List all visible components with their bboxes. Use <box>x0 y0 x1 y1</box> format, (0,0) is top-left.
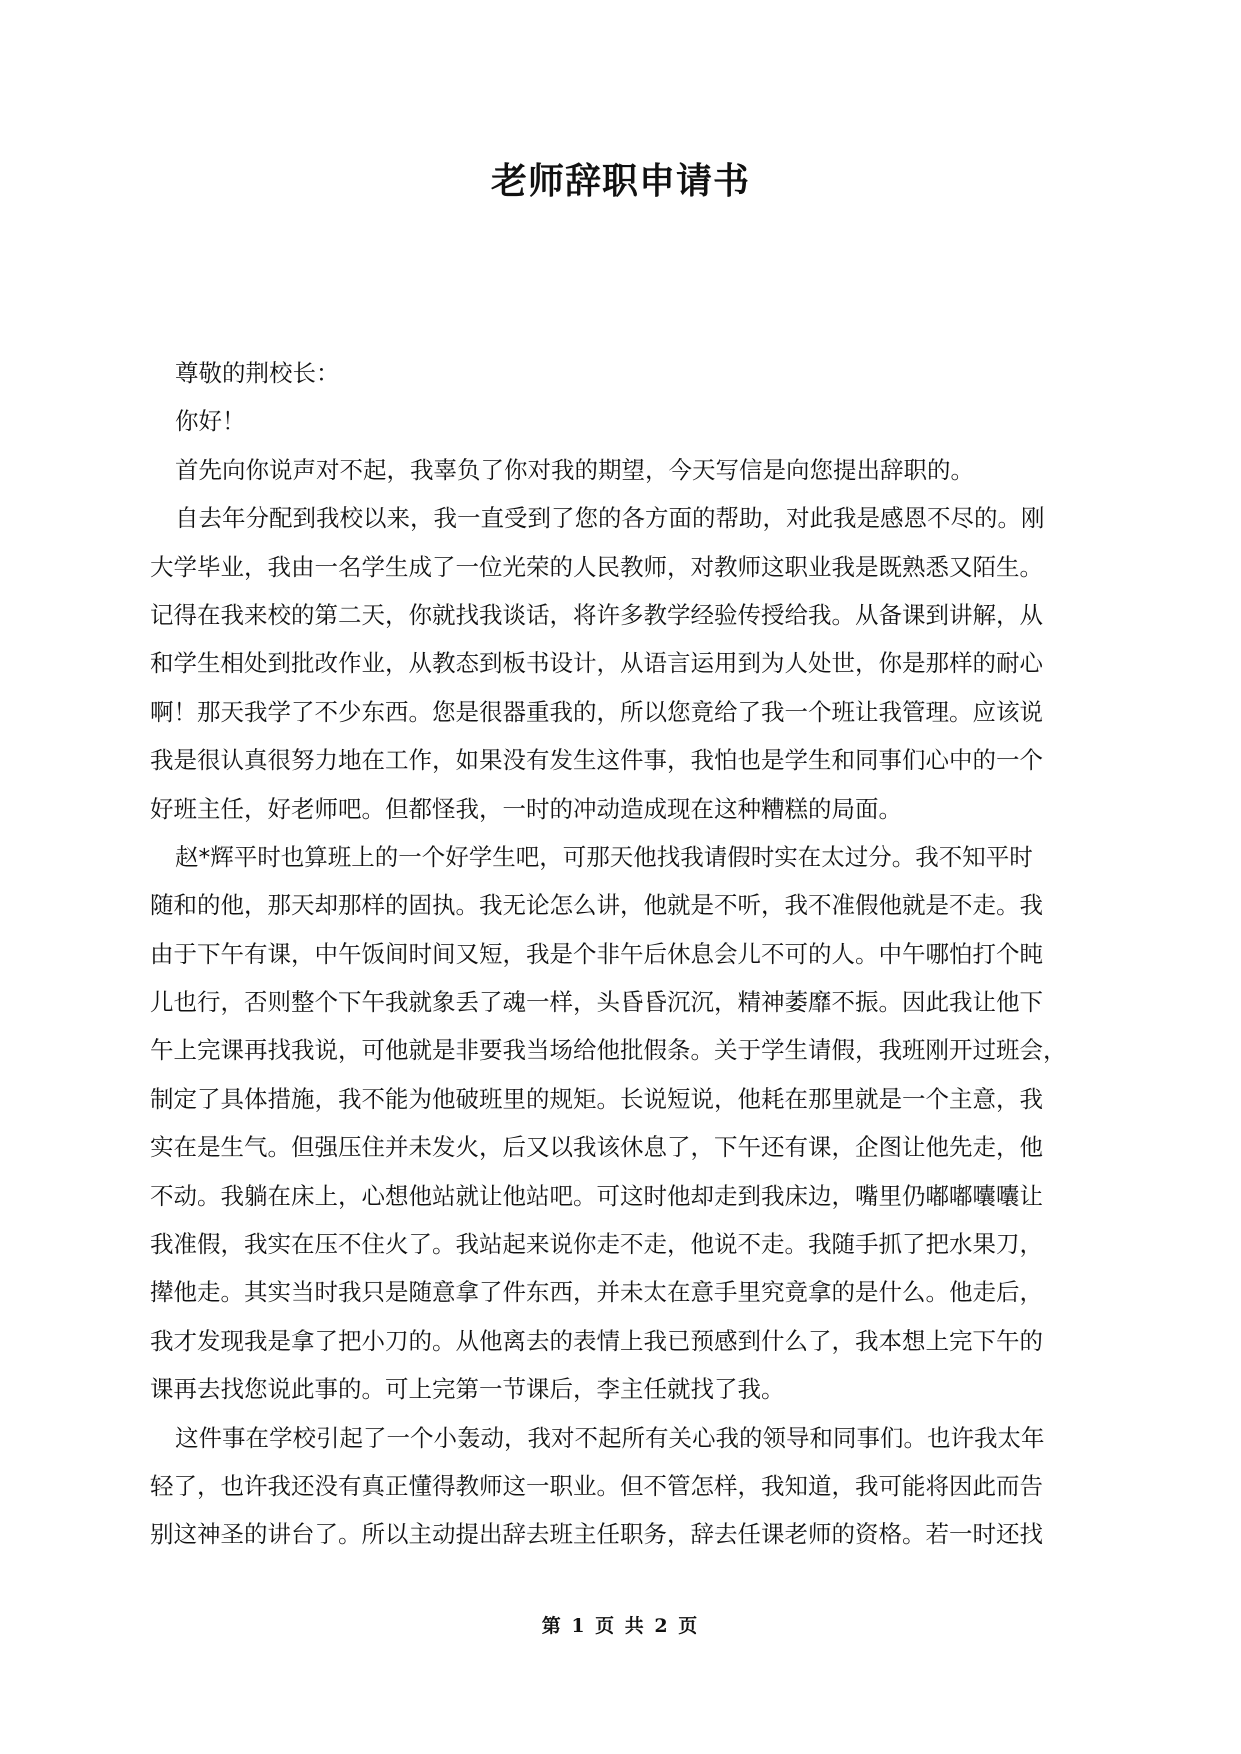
body-line: 我才发现我是拿了把小刀的。从他离去的表情上我已预感到什么了，我本想上完下午的 <box>150 1326 1043 1355</box>
body-line: 和学生相处到批改作业，从教态到板书设计，从语言运用到为人处世，你是那样的耐心 <box>150 649 1043 678</box>
page-footer: 第 1 页 共 2 页 <box>541 1615 700 1637</box>
body-line: 大学毕业，我由一名学生成了一位光荣的人民教师，对教师这职业我是既熟悉又陌生。 <box>150 552 1043 581</box>
body-line: 啊！那天我学了不少东西。您是很器重我的，所以您竟给了我一个班让我管理。应该说 <box>150 697 1043 726</box>
body-line: 自去年分配到我校以来，我一直受到了您的各方面的帮助，对此我是感恩不尽的。刚 <box>175 504 1045 533</box>
document-title: 老师辞职申请书 <box>490 161 750 202</box>
body-line: 别这神圣的讲台了。所以主动提出辞去班主任职务，辞去任课老师的资格。若一时还找 <box>150 1520 1043 1549</box>
body-line: 记得在我来校的第二天，你就找我谈话，将许多教学经验传授给我。从备课到讲解，从 <box>150 600 1043 629</box>
body-line: 我是很认真很努力地在工作，如果没有发生这件事，我怕也是学生和同事们心中的一个 <box>150 746 1043 775</box>
body-line: 我准假，我实在压不住火了。我站起来说你走不走，他说不走。我随手抓了把水果刀， <box>150 1230 1043 1259</box>
body-line: 首先向你说声对不起，我辜负了你对我的期望，今天写信是向您提出辞职的。 <box>175 455 974 484</box>
body-line: 你好！ <box>175 407 246 436</box>
letter-body <box>150 349 1096 1559</box>
body-line: 午上完课再找我说，可他就是非要我当场给他批假条。关于学生请假，我班刚开过班会， <box>150 1036 1067 1065</box>
body-line: 由于下午有课，中午饭间时间又短，我是个非午后休息会儿不可的人。中午哪怕打个盹 <box>150 939 1043 968</box>
body-line: 儿也行，否则整个下午我就象丢了魂一样，头昏昏沉沉，精神萎靡不振。因此我让他下 <box>150 988 1043 1017</box>
body-line: 轻了，也许我还没有真正懂得教师这一职业。但不管怎样，我知道，我可能将因此而告 <box>150 1471 1043 1500</box>
body-line: 不动。我躺在床上，心想他站就让他站吧。可这时他却走到我床边，嘴里仍嘟嘟囔囔让 <box>150 1181 1043 1210</box>
body-line: 课再去找您说此事的。可上完第一节课后，李主任就找了我。 <box>150 1375 785 1404</box>
body-line: 制定了具体措施，我不能为他破班里的规矩。长说短说，他耗在那里就是一个主意，我 <box>150 1084 1043 1113</box>
body-line: 随和的他，那天却那样的固执。我无论怎么讲，他就是不听，我不准假他就是不走。我 <box>150 891 1043 920</box>
body-line: 尊敬的荆校长： <box>175 359 340 387</box>
body-line: 撵他走。其实当时我只是随意拿了件东西，并未太在意手里究竟拿的是什么。他走后， <box>150 1278 1043 1307</box>
body-line: 好班主任，好老师吧。但都怪我，一时的冲动造成现在这种糟糕的局面。 <box>150 794 902 823</box>
body-line: 实在是生气。但强压住并未发火，后又以我该休息了，下午还有课，企图让他先走，他 <box>150 1133 1043 1162</box>
body-line: 赵*辉平时也算班上的一个好学生吧，可那天他找我请假时实在太过分。我不知平时 <box>175 842 1033 871</box>
body-line: 这件事在学校引起了一个小轰动，我对不起所有关心我的领导和同事们。也许我太年 <box>175 1423 1045 1452</box>
